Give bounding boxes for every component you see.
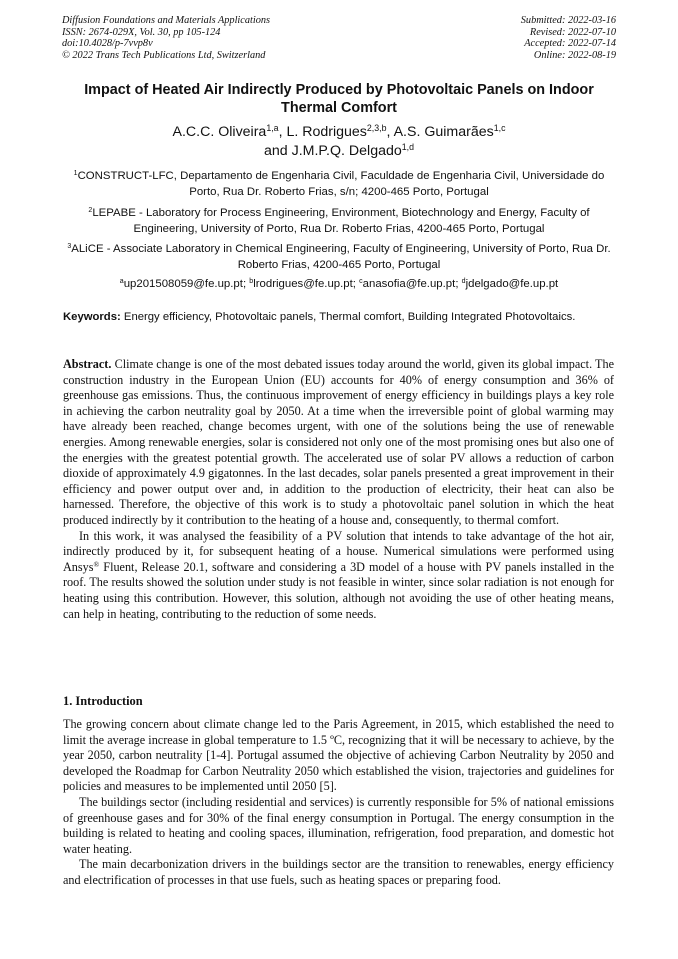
revised-date: Revised: 2022-07-10 (529, 26, 616, 38)
keywords-text: Energy efficiency, Photovoltaic panels, Thermal comfort, Building Integrated Photovoltaics. (123, 311, 576, 323)
introduction (63, 717, 614, 889)
abstract-paragraph: Abstract. Climate change is one of the most debated issues today around the world, given its global impact. The construction industry in the European Union (EU) accounts for 40% of energy consumption and 36% of greenhouse gas emissions. Thus, the continuous improvement of energy efficiency in buildings plays a key role in achieving the carbon neutrality goal by 2050. At a time when the irreversible point of global warming may have already been reached, change becomes urgent, with one of the solutions being the use of renewable energies. Among renewable energies, solar is considered not only one of the most promising ones but also one of the energies with the greatest potential growth. The accelerated use of solar PV allows a reduction of carbon dioxide of approximately 4.9 gigatonnes. In the last decades, solar panels presented a great improvement in their efficiency and power output over and, in addition to the production of electricity, their heat can also be harnessed. Therefore, the objective of this work is to study a photovoltaic panel solution in which the heat produced indirectly by it contribution to the heating of a house and, consequently, to thermal comfort. (63, 357, 614, 527)
issn-line: ISSN: 2674-029X, Vol. 30, pp 105-124 (62, 26, 221, 38)
dates-info (521, 15, 616, 61)
email[interactable]: $^c$anasofia@fe.up.pt (359, 278, 456, 290)
author: A.C.C. Oliveira$^{1,a}$ (172, 123, 279, 140)
doi-line: doi:10.4028/p-7vvp8v (62, 38, 153, 49)
author: J.M.P.Q. Delgado$^{1,d}$ (291, 142, 414, 159)
publication-info (62, 15, 270, 61)
abstract-paragraph: In this work, it was analysed the feasibility of a PV solution that intends to take advantage of the hot air, indirectly produced by it, for subsequent heating of a house. Numerical simulations were performed using Ansys® Fluent, Release 20.1, software and considering a 3D model of a house with PV panels installed in the roof. The results showed the solution under study is not feasible in winter, since solar radiation is not enough for heating using this contribution. However, this solution, although not avoiding the use of other heating means, can help in heating, contributing to the reduction of some needs. (63, 528, 614, 621)
intro-paragraph: The buildings sector (including residential and services) is currently responsible for 5% of national emissions of greenhouse gases and for 30% of the final energy consumption in Portugal. The energy consumption in the building is related to heating and cooling spaces, illumination, refrigeration, food preparation, and domestic hot water heating. (63, 794, 614, 856)
author: A.S. Guimarães$^{1,c}$ (393, 123, 506, 140)
intro-paragraph: The main decarbonization drivers in the buildings sector are the transition to renewables, energy efficiency and electrification of processes in that use fuels, such as heating spaces or preparing food. (63, 857, 614, 887)
affiliation: $^3$ALiCE - Associate Laboratory in Chemical Engineering, Faculty of Engineering, University of Porto, Rua Dr. Roberto Frias, 4200-465 Porto, Portugal (67, 243, 611, 271)
section-heading: 1. Introduction (63, 694, 143, 708)
email[interactable]: $^a$up201508059@fe.up.pt (119, 278, 243, 290)
submitted-date: Submitted: 2022-03-16 (520, 15, 616, 26)
author: L. Rodrigues$^{2,3,b}$ (286, 123, 387, 140)
accepted-date: Accepted: 2022-07-14 (524, 38, 616, 49)
online-date: Online: 2022-08-19 (533, 49, 616, 61)
email-list: $^a$up201508059@fe.up.pt; $^b$lrodrigues@fe.up.pt; $^c$anasofia@fe.up.pt; $^d$jdelgado@fe.up.pt (119, 278, 559, 290)
copyright-line: © 2022 Trans Tech Publications Ltd, Switzerland (62, 49, 266, 61)
affiliation: $^1$CONSTRUCT-LFC, Departamento de Engenharia Civil, Faculdade de Engenharia Civil, Universidade do Porto, Rua Dr. Roberto Frias, s/n; 4200-465 Porto, Portugal (73, 170, 605, 198)
journal-name: Diffusion Foundations and Materials Applications (62, 15, 271, 26)
email[interactable]: $^b$lrodrigues@fe.up.pt (249, 278, 353, 290)
keywords-label: Keywords: (63, 311, 121, 323)
affiliation: $^2$LEPABE - Laboratory for Process Engineering, Environment, Biotechnology and Energy, Faculty of Engineering, University of Porto, Rua Dr. Roberto Frias, 4200-465 Porto, Portugal (88, 207, 590, 235)
email[interactable]: $^d$jdelgado@fe.up.pt (461, 278, 559, 290)
abstract (63, 357, 614, 622)
intro-paragraph: The growing concern about climate change led to the Paris Agreement, in 2015, which established the need to limit the average increase in global temperature to 1.5 ºC, recognizing that it will be necessary to achieve, by the year 2050, carbon neutrality [1-4]. Portugal assumed the objective of achieving Carbon Neutrality by 2050 and developed the Roadmap for Carbon Neutrality 2050 which established the vision, trajectories and guidelines for policies and measures to be implemented until 2050 [5]. (63, 717, 614, 794)
abstract-label: Abstract. (63, 357, 112, 371)
paper-title: Impact of Heated Air Indirectly Produced by Photovoltaic Panels on Indoor Thermal Comfort (84, 82, 594, 116)
author-list: A.C.C. Oliveira$^{1,a}$, L. Rodrigues$^{2,3,b}$, A.S. Guimarães$^{1,c}$ and J.M.P.Q. Delgado$^{1,d}$ (172, 123, 506, 159)
keywords (63, 310, 614, 326)
